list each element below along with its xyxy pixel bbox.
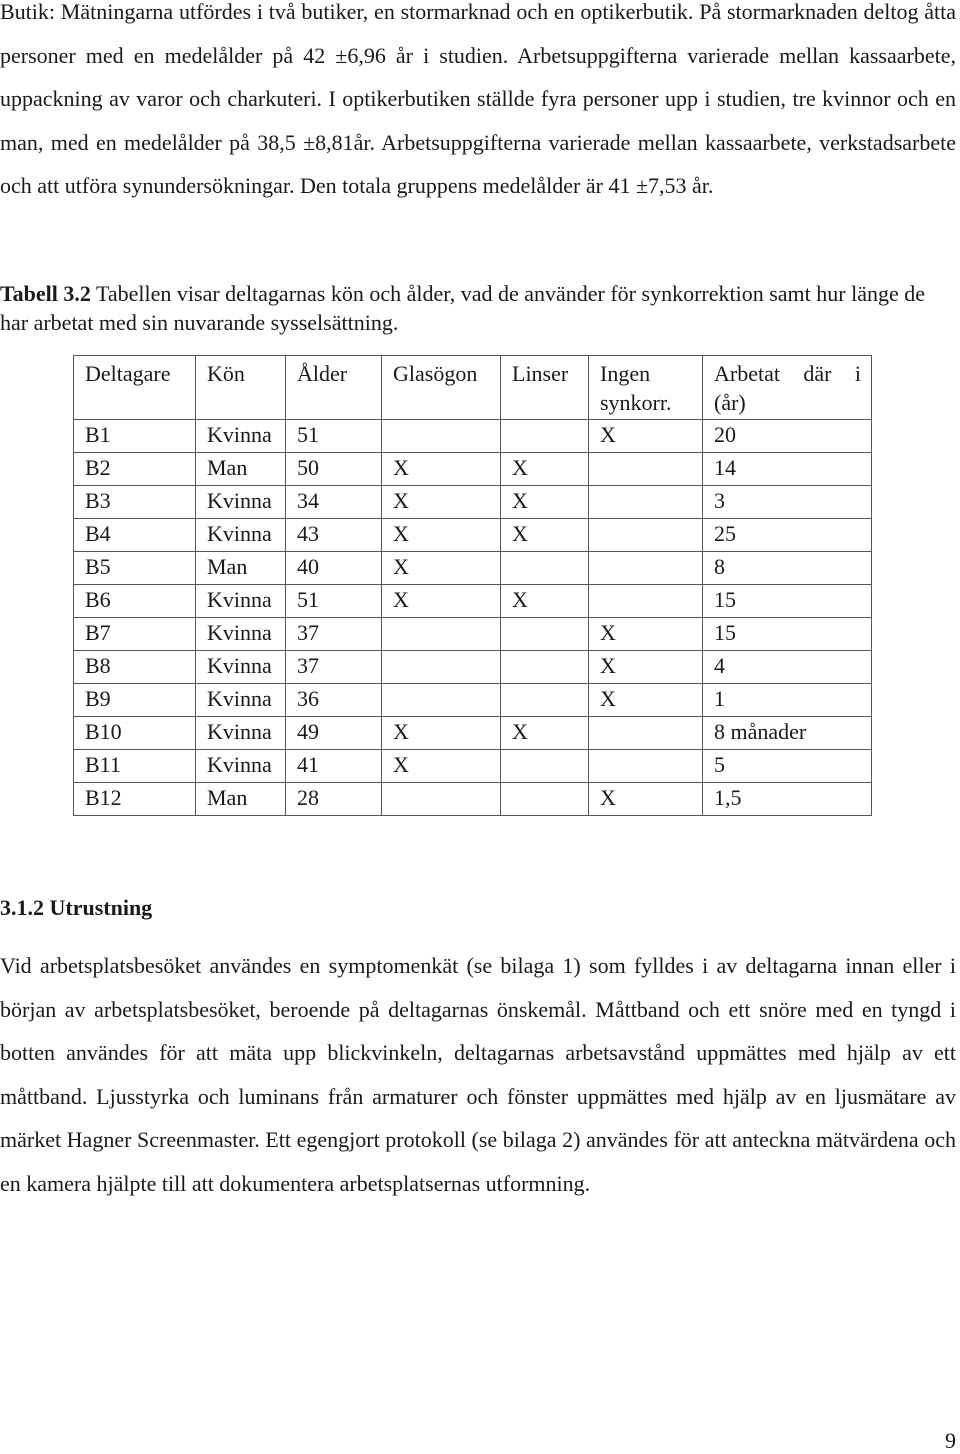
cell-gender: Kvinna	[196, 519, 286, 552]
cell-lenses	[501, 420, 589, 453]
cell-age: 49	[286, 717, 382, 750]
cell-age: 37	[286, 618, 382, 651]
cell-age: 41	[286, 750, 382, 783]
cell-participant: B9	[74, 684, 196, 717]
table-body	[74, 420, 872, 816]
cell-gender: Man	[196, 453, 286, 486]
cell-glasses	[382, 783, 501, 816]
cell-gender: Kvinna	[196, 618, 286, 651]
table-row	[74, 618, 872, 651]
cell-glasses: X	[382, 486, 501, 519]
cell-lenses: X	[501, 453, 589, 486]
cell-age: 43	[286, 519, 382, 552]
table-row	[74, 750, 872, 783]
page-number: 9	[945, 1428, 956, 1453]
cell-participant: B3	[74, 486, 196, 519]
cell-lenses	[501, 552, 589, 585]
cell-years-worked: 3	[703, 486, 872, 519]
cell-participant: B7	[74, 618, 196, 651]
cell-no-correction: X	[589, 420, 703, 453]
table-row	[74, 453, 872, 486]
cell-gender: Kvinna	[196, 420, 286, 453]
cell-age: 36	[286, 684, 382, 717]
cell-glasses: X	[382, 717, 501, 750]
cell-gender: Kvinna	[196, 684, 286, 717]
table-row	[74, 684, 872, 717]
cell-participant: B6	[74, 585, 196, 618]
cell-glasses	[382, 684, 501, 717]
cell-gender: Man	[196, 783, 286, 816]
header-years-worked: Arbetat där i (år)	[703, 356, 872, 420]
header-age: Ålder	[286, 356, 382, 420]
cell-gender: Kvinna	[196, 585, 286, 618]
cell-gender: Kvinna	[196, 651, 286, 684]
cell-participant: B2	[74, 453, 196, 486]
header-gender: Kön	[196, 356, 286, 420]
cell-lenses: X	[501, 519, 589, 552]
cell-lenses	[501, 684, 589, 717]
table-header-row	[74, 356, 872, 420]
cell-participant: B1	[74, 420, 196, 453]
cell-years-worked: 25	[703, 519, 872, 552]
cell-no-correction	[589, 453, 703, 486]
cell-years-worked: 14	[703, 453, 872, 486]
cell-age: 37	[286, 651, 382, 684]
table-row	[74, 519, 872, 552]
header-no-correction: Ingen synkorr.	[589, 356, 703, 420]
cell-no-correction	[589, 750, 703, 783]
header-lenses: Linser	[501, 356, 589, 420]
cell-lenses	[501, 618, 589, 651]
cell-age: 40	[286, 552, 382, 585]
table-row	[74, 717, 872, 750]
cell-gender: Kvinna	[196, 486, 286, 519]
table-row	[74, 420, 872, 453]
cell-lenses: X	[501, 717, 589, 750]
cell-no-correction: X	[589, 684, 703, 717]
header-glasses: Glasögon	[382, 356, 501, 420]
cell-glasses	[382, 651, 501, 684]
cell-glasses	[382, 420, 501, 453]
cell-participant: B4	[74, 519, 196, 552]
cell-years-worked: 8	[703, 552, 872, 585]
cell-gender: Man	[196, 552, 286, 585]
cell-age: 28	[286, 783, 382, 816]
cell-gender: Kvinna	[196, 717, 286, 750]
cell-age: 34	[286, 486, 382, 519]
cell-participant: B10	[74, 717, 196, 750]
cell-participant: B11	[74, 750, 196, 783]
cell-years-worked: 1	[703, 684, 872, 717]
table-row	[74, 783, 872, 816]
cell-no-correction	[589, 519, 703, 552]
cell-glasses: X	[382, 453, 501, 486]
cell-lenses	[501, 651, 589, 684]
cell-participant: B5	[74, 552, 196, 585]
cell-years-worked: 8 månader	[703, 717, 872, 750]
cell-years-worked: 15	[703, 618, 872, 651]
cell-no-correction	[589, 585, 703, 618]
cell-age: 51	[286, 420, 382, 453]
cell-years-worked: 5	[703, 750, 872, 783]
table-row	[74, 651, 872, 684]
section-heading: 3.1.2 Utrustning	[0, 895, 153, 920]
table-row	[74, 585, 872, 618]
cell-years-worked: 1,5	[703, 783, 872, 816]
cell-age: 50	[286, 453, 382, 486]
equipment-paragraph: Vid arbetsplatsbesöket användes en symptomenkät (se bilaga 1) som fylldes i av deltagarna innan eller i början av arbetsplatsbesöket, beroende på deltagarnas önskemål. Måttband och ett snöre med en tyngd i botten användes för att mäta upp blickvinkeln, deltagarnas arbetsavstånd uppmättes med hjälp av ett måttband. Ljusstyrka och luminans från armaturer och fönster uppmättes med hjälp av en ljusmätare av märket Hagner Screenmaster. Ett egengjort protokoll (se bilaga 2) användes för att anteckna mätvärdena och en kamera hjälpte till att dokumentera arbetsplatsernas utformning.	[0, 953, 956, 1196]
cell-no-correction	[589, 717, 703, 750]
cell-years-worked: 4	[703, 651, 872, 684]
cell-age: 51	[286, 585, 382, 618]
cell-no-correction: X	[589, 651, 703, 684]
cell-participant: B8	[74, 651, 196, 684]
cell-lenses: X	[501, 585, 589, 618]
table-row	[74, 486, 872, 519]
cell-no-correction	[589, 552, 703, 585]
cell-glasses: X	[382, 750, 501, 783]
cell-glasses	[382, 618, 501, 651]
cell-no-correction: X	[589, 783, 703, 816]
cell-glasses: X	[382, 519, 501, 552]
table-row	[74, 552, 872, 585]
cell-no-correction: X	[589, 618, 703, 651]
cell-participant: B12	[74, 783, 196, 816]
header-participant: Deltagare	[74, 356, 196, 420]
table-caption-text: Tabellen visar deltagarnas kön och ålder, vad de använder för synkorrektion samt hur länge de har arbetat med sin nuvarande sysselsättning.	[0, 281, 925, 335]
cell-glasses: X	[382, 585, 501, 618]
participants-table	[73, 355, 872, 816]
cell-years-worked: 20	[703, 420, 872, 453]
cell-lenses: X	[501, 486, 589, 519]
cell-lenses	[501, 750, 589, 783]
cell-lenses	[501, 783, 589, 816]
table-caption-label: Tabell 3.2	[0, 281, 91, 306]
cell-glasses: X	[382, 552, 501, 585]
cell-years-worked: 15	[703, 585, 872, 618]
cell-no-correction	[589, 486, 703, 519]
intro-paragraph: Butik: Mätningarna utfördes i två butiker, en stormarknad och en optikerbutik. På stormarknaden deltog åtta personer med en medelålder på 42 ±6,96 år i studien. Arbetsuppgifterna varierade mellan kassaarbete, uppackning av varor och charkuteri. I optikerbutiken ställde fyra personer upp i studien, tre kvinnor och en man, med en medelålder på 38,5 ±8,81år. Arbetsuppgifterna varierade mellan kassaarbete, verkstadsarbete och att utföra synundersökningar. Den totala gruppens medelålder är 41 ±7,53 år.	[0, 0, 956, 198]
table-caption	[0, 279, 956, 337]
cell-gender: Kvinna	[196, 750, 286, 783]
